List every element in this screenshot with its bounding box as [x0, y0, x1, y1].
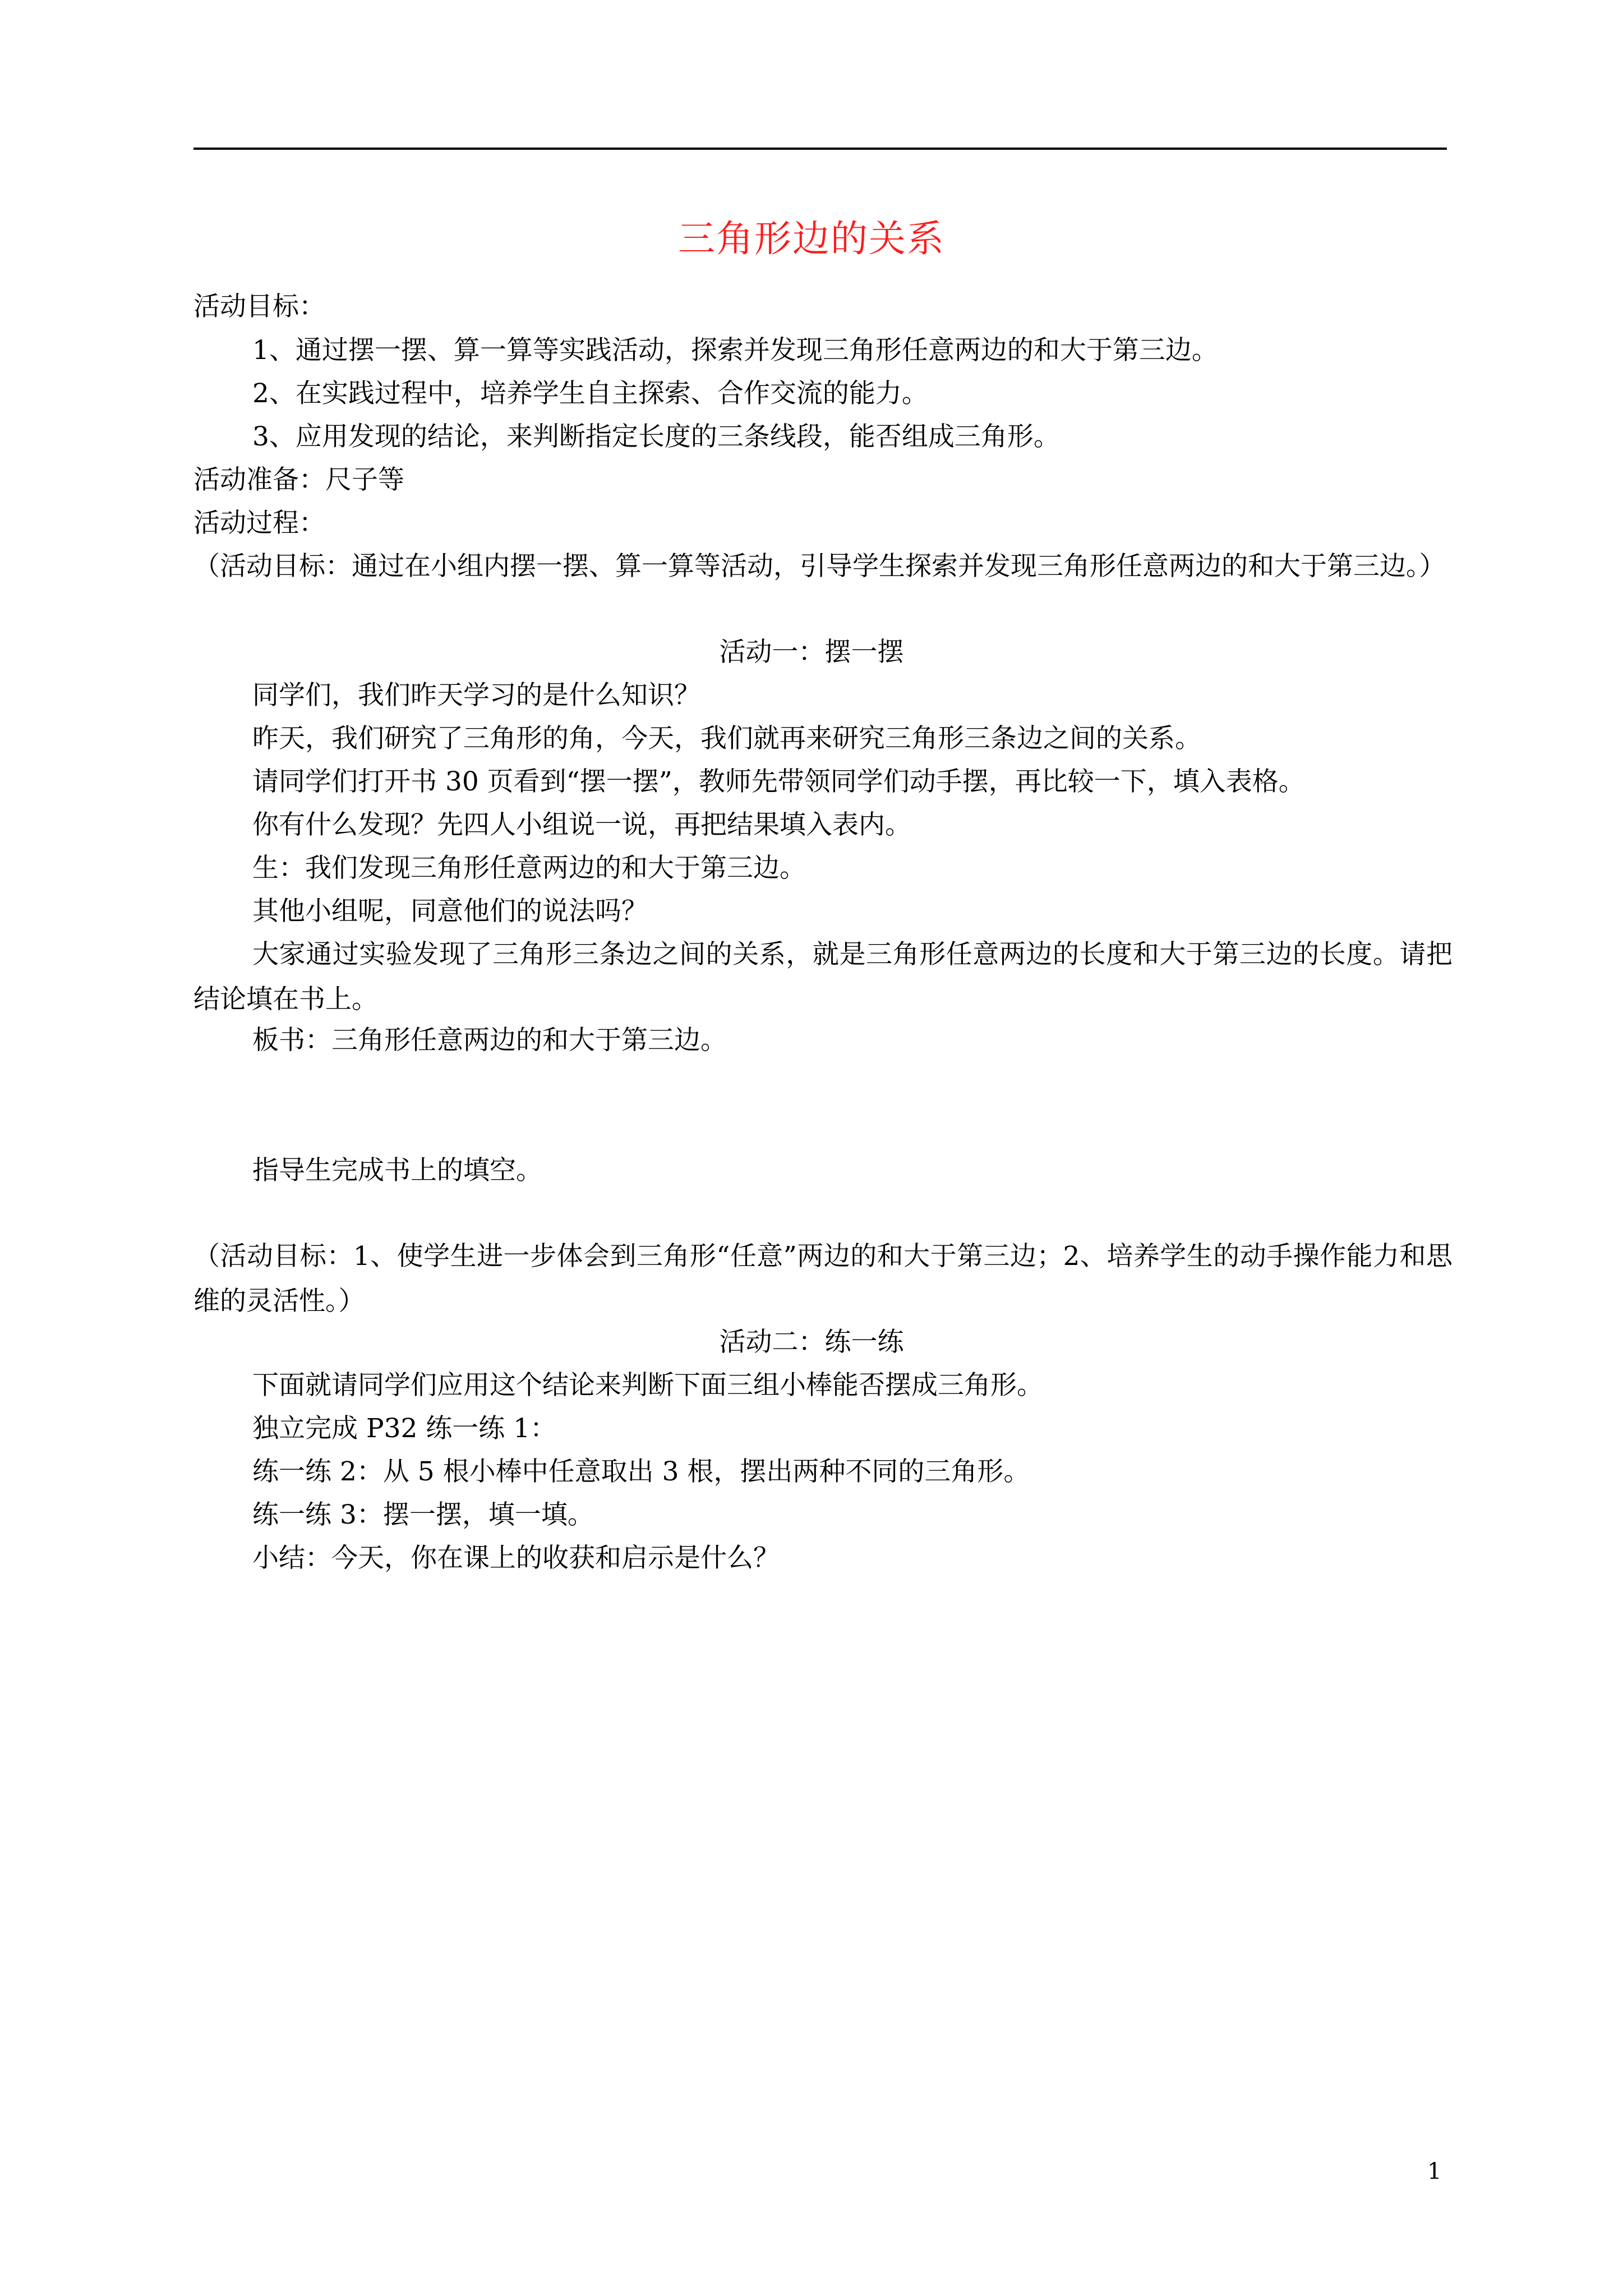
page-number: 1: [1427, 2159, 1442, 2184]
activity1-guide: 指导生完成书上的填空。: [252, 1155, 542, 1186]
activity1-heading: 活动一：摆一摆: [719, 637, 904, 668]
goal-item-2: 2、在实践过程中，培养学生自主探索、合作交流的能力。: [252, 378, 928, 409]
activity2-line-1: 下面就请同学们应用这个结论来判断下面三组小棒能否摆成三角形。: [252, 1370, 1043, 1401]
goals-heading: 活动目标：: [193, 291, 325, 322]
activity2-line-5: 小结：今天，你在课上的收获和启示是什么？: [252, 1543, 780, 1573]
activity1-line-6: 其他小组呢，同意他们的说法吗？: [252, 896, 648, 927]
activity1-board: 板书：三角形任意两边的和大于第三边。: [252, 1025, 727, 1056]
activity2-line-3: 练一练 2：从 5 根小棒中任意取出 3 根，摆出两种不同的三角形。: [252, 1456, 1030, 1487]
preparation-line: 活动准备：尺子等: [193, 464, 404, 495]
activity1-line-2: 昨天，我们研究了三角形的角，今天，我们就再来研究三角形三条边之间的关系。: [252, 723, 1201, 754]
document-title: 三角形边的关系: [678, 217, 945, 260]
goal-item-3: 3、应用发现的结论，来判断指定长度的三条线段，能否组成三角形。: [252, 421, 1060, 452]
activity2-line-2: 独立完成 P32 练一练 1：: [252, 1413, 557, 1444]
activity1-line-4: 你有什么发现？先四人小组说一说，再把结果填入表内。: [252, 809, 911, 840]
activity2-heading: 活动二：练一练: [719, 1327, 904, 1358]
activity2-goal-note: （活动目标：1、使学生进一步体会到三角形“任意”两边的和大于第三边；2、培养学生的动手操作能力和思维的灵活性。）: [193, 1241, 1453, 1317]
process-heading: 活动过程：: [193, 508, 325, 539]
activity2-line-4: 练一练 3：摆一摆，填一填。: [252, 1499, 594, 1530]
goal-item-1: 1、通过摆一摆、算一算等实践活动，探索并发现三角形任意两边的和大于第三边。: [252, 335, 1218, 366]
activity1-goal-note: （活动目标：通过在小组内摆一摆、算一算等活动，引导学生探索并发现三角形任意两边的和大于第三边。）: [193, 551, 1446, 582]
activity1-line-3: 请同学们打开书 30 页看到“摆一摆”，教师先带领同学们动手摆，再比较一下，填入表格。: [252, 766, 1305, 797]
header-rule: [193, 148, 1447, 150]
activity1-line-1: 同学们，我们昨天学习的是什么知识？: [252, 680, 700, 711]
activity1-conclusion: 大家通过实验发现了三角形三条边之间的关系，就是三角形任意两边的长度和大于第三边的长度。请把结论填在书上。: [193, 939, 1453, 1015]
activity1-line-5: 生：我们发现三角形任意两边的和大于第三边。: [252, 853, 806, 884]
